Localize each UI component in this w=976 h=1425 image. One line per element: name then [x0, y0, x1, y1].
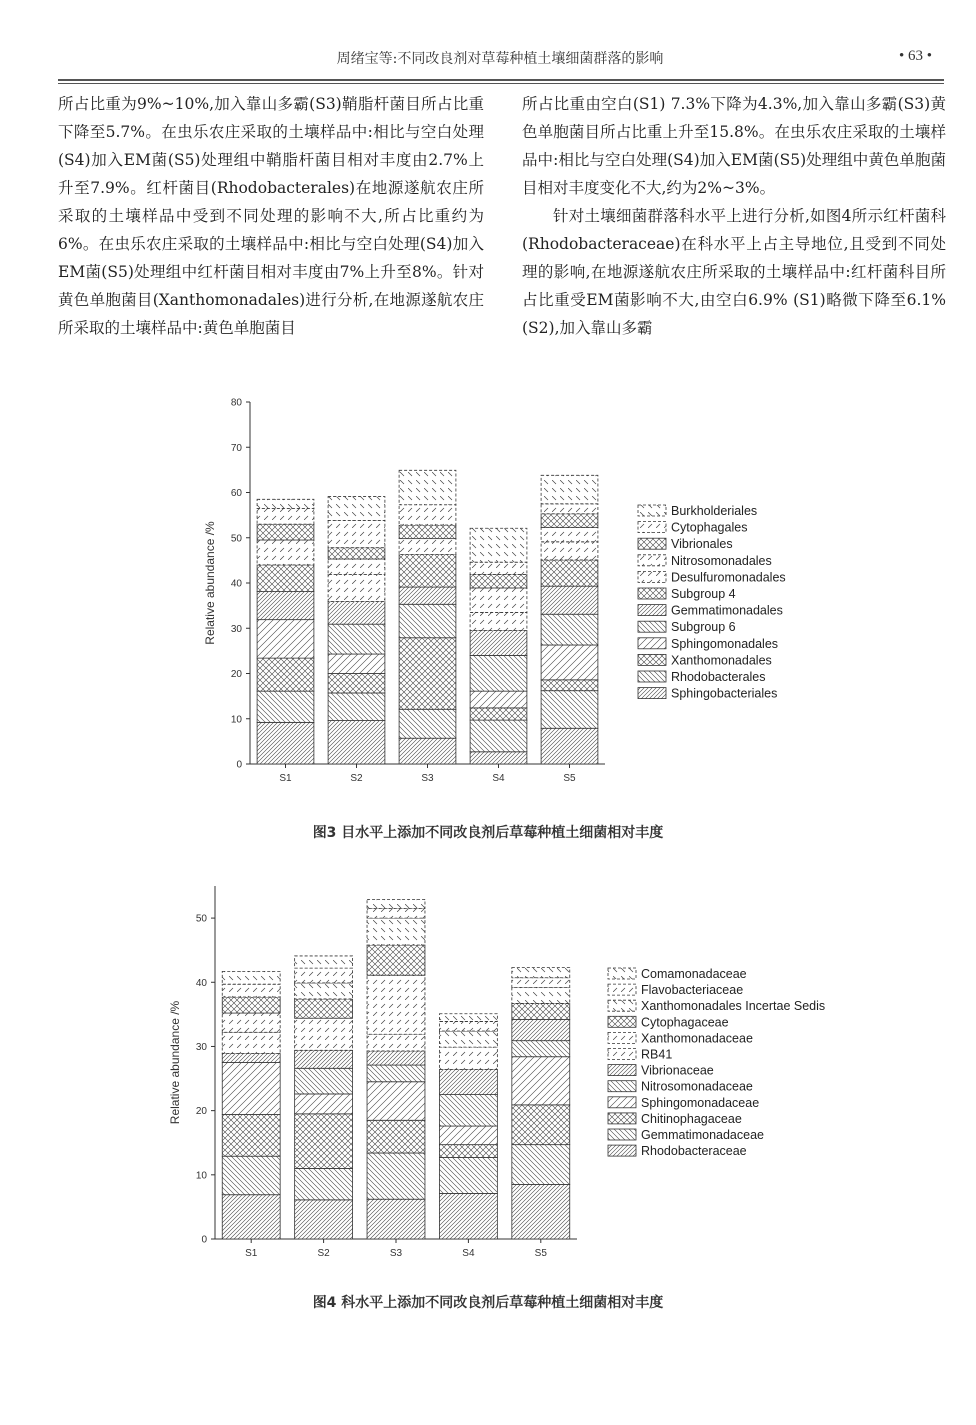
legend-label-vibrionaceae: Vibrionaceae — [641, 1063, 714, 1078]
legend-swatch-vibrionales — [638, 538, 666, 549]
stacked-bar-chart — [200, 392, 820, 792]
figure-4-caption: 图4 科水平上添加不同改良剂后草莓种植土细菌相对丰度 — [312, 1295, 664, 1311]
bar-segment-sphingomonadales-s5 — [541, 645, 598, 680]
bar-segment-subgroup-4-s5 — [541, 560, 598, 586]
bar-segment-rhodobacteraceae-s3 — [367, 1199, 425, 1239]
bar-segment-nitrosomonadales-s2 — [328, 559, 385, 574]
bar-segment-gemmatimonadaceae-s4 — [439, 1157, 497, 1193]
x-tick-label: S3 — [389, 1248, 403, 1259]
y-tick-label: 40 — [195, 977, 207, 989]
bar-segment-gemmatimonadales-s5 — [541, 586, 598, 614]
bar-segment-vibrionales-s3 — [399, 525, 456, 539]
legend-swatch-xanthomonadales-incertae-sedis — [608, 1000, 636, 1011]
bar-segment-nitrosomonadaceae-s3 — [367, 1065, 425, 1082]
y-tick-label: 20 — [195, 1106, 207, 1118]
bar-segment-rhodobacteraceae-s1 — [222, 1195, 280, 1239]
legend-label-subgroup-4: Subgroup 4 — [671, 587, 736, 601]
y-axis-label: Relative abundance /% — [168, 1000, 182, 1125]
y-axis-label: Relative abundance /% — [203, 521, 217, 645]
running-title: 周绪宝等:不同改良剂对草莓种植土壤细菌群落的影响 — [336, 51, 664, 67]
paragraph: 针对土壤细菌群落科水平上进行分析,如图4所示红杆菌科(Rhodobacteraceae)在科水平上占主导地位,且受到不同处理的影响,在地源遂航农庄所采取的土壤样品中:红杆菌科目所占比重受EM菌影响不大,由空白6.9% (S1)略微下降至6.1% (S2),加入靠山多霸 — [522, 207, 946, 337]
legend-label-desulfuromonadales: Desulfuromonadales — [671, 570, 786, 585]
legend-swatch-subgroup-4 — [638, 588, 666, 599]
legend-swatch-xanthomonadaceae — [608, 1032, 636, 1043]
figure-3-caption: 图3 目水平上添加不同改良剂后草莓种植土细菌相对丰度 — [312, 825, 664, 841]
bar-segment-rhodobacterales-s5 — [541, 691, 598, 729]
bar-segment-chitinophagaceae-s5 — [512, 1105, 570, 1145]
bar-segment-nitrosomonadaceae-s2 — [295, 1068, 353, 1094]
legend-label-burkholderiales: Burkholderiales — [671, 504, 758, 518]
stacked-bar-chart — [165, 880, 865, 1265]
bar-segment-xanthomonadaceae-s4 — [439, 1047, 497, 1069]
legend-swatch-cytophagaceae — [608, 1016, 636, 1027]
x-tick-label: S1 — [279, 773, 292, 784]
bar-segment-sphingomonadaceae-s4 — [439, 1126, 497, 1145]
bar-segment-sphingomonadales-s2 — [328, 654, 385, 673]
bar-segment-xanthomonadales-s5 — [541, 680, 598, 691]
bar-segment-cytophagales-s4 — [470, 562, 527, 574]
y-tick-label: 0 — [236, 759, 242, 771]
bar-segment-gemmatimonadaceae-s3 — [367, 1153, 425, 1199]
bar-segment-rhodobacterales-s4 — [470, 720, 527, 752]
y-tick-label: 70 — [230, 442, 242, 454]
bar-segment-vibrionales-s4 — [470, 574, 527, 588]
y-tick-label: 30 — [230, 623, 242, 635]
y-tick-label: 80 — [230, 397, 242, 409]
legend-swatch-flavobacteriaceae — [608, 984, 636, 995]
bar-segment-xanthomonadales-s1 — [257, 658, 314, 691]
bar-segment-xanthomonadales-s2 — [328, 674, 385, 693]
legend-label-sphingomonadaceae: Sphingomonadaceae — [641, 1095, 760, 1110]
bar-segment-flavobacteriaceae-s5 — [512, 978, 570, 988]
legend-label-rhodobacteraceae: Rhodobacteraceae — [641, 1144, 747, 1159]
page-number: • 63 • — [898, 48, 932, 64]
legend-swatch-sphingobacteriales — [638, 688, 666, 699]
bar-segment-chitinophagaceae-s1 — [222, 1114, 280, 1156]
y-tick-label: 50 — [230, 533, 242, 545]
bar-segment-cytophagales-s2 — [328, 521, 385, 548]
x-tick-label: S4 — [492, 773, 505, 784]
bar-segment-xanthomonadales-incertae-sedis-s4 — [439, 1031, 497, 1047]
bar-segment-rb41-s3 — [367, 1034, 425, 1051]
bar-segment-sphingobacteriales-s1 — [257, 722, 314, 764]
bar-segment-vibrionales-s2 — [328, 548, 385, 559]
bar-segment-rhodobacteraceae-s5 — [512, 1184, 570, 1239]
bar-segment-comamonadaceae-s1 — [222, 971, 280, 984]
legend-swatch-vibrionaceae — [608, 1065, 636, 1076]
paragraph: 所占比重为9%~10%,加入靠山多霸(S3)鞘脂杆菌目所占比重下降至5.7%。在虫乐农庄采取的土壤样品中:相比与空白处理(S4)加入EM菌(S5)处理组中鞘脂杆菌目相对丰度由2.7%上升至7.9%。红杆菌目(Rhodobacterales)在地源遂航农庄所采取的土壤样品中受到不同处理的影响不大,所占比重约为6%。在虫乐农庄采取的土壤样品中:相比与空白处理(S4)加入EM菌(S5)处理组中红杆菌目相对丰度由7%上升至8%。针对黄色单胞菌目(Xanthomonadales)进行分析,在地源遂航农庄所采取的土壤样品中:黄色单胞菌目 — [58, 95, 484, 337]
legend-swatch-sphingomonadaceae — [608, 1097, 636, 1108]
bar-segment-comamonadaceae-s4 — [439, 1014, 497, 1022]
bar-segment-gemmatimonadaceae-s2 — [295, 1168, 353, 1199]
bar-segment-rb41-s1 — [222, 1032, 280, 1053]
bar-segment-nitrosomonadaceae-s5 — [512, 1041, 570, 1057]
bar-segment-sphingobacteriales-s4 — [470, 752, 527, 764]
bar-segment-xanthomonadales-s4 — [470, 708, 527, 720]
bar-segment-vibrionaceae-s3 — [367, 1051, 425, 1065]
bar-segment-xanthomonadaceae-s3 — [367, 975, 425, 1034]
bar-segment-gemmatimonadaceae-s5 — [512, 1145, 570, 1185]
bar-segment-cytophagales-s3 — [399, 505, 456, 525]
legend-label-xanthomonadaceae: Xanthomonadaceae — [641, 1031, 753, 1046]
bar-segment-xanthomonadaceae-s1 — [222, 1013, 280, 1032]
legend-label-nitrosomonadaceae: Nitrosomonadaceae — [641, 1079, 753, 1094]
bar-segment-vibrionaceae-s5 — [512, 1019, 570, 1040]
legend-swatch-burkholderiales — [638, 505, 666, 516]
bar-segment-xanthomonadales-incertae-sedis-s2 — [295, 983, 353, 999]
x-tick-label: S2 — [317, 1248, 330, 1259]
legend-swatch-xanthomonadales — [638, 654, 666, 665]
bar-segment-burkholderiales-s4 — [470, 528, 527, 562]
legend-swatch-gemmatimonadaceae — [608, 1129, 636, 1140]
bar-segment-xanthomonadales-incertae-sedis-s5 — [512, 987, 570, 1003]
left-column — [58, 90, 484, 342]
y-tick-label: 60 — [230, 488, 242, 499]
legend-label-xanthomonadales: Xanthomonadales — [671, 653, 772, 668]
paragraph: 所占比重由空白(S1) 7.3%下降为4.3%,加入靠山多霸(S3)黄色单胞菌目所占比重上升至15.8%。在虫乐农庄采取的土壤样品中:相比与空白处理(S4)加入EM菌(S5)处理组中黄色单胞菌目相对丰度变化不大,约为2%~3%。 — [522, 95, 946, 197]
bar-segment-nitrosomonadales-s4 — [470, 588, 527, 612]
x-tick-label: S4 — [462, 1248, 475, 1259]
bar-segment-nitrosomonadaceae-s4 — [439, 1095, 497, 1126]
bar-segment-comamonadaceae-s3 — [367, 899, 425, 908]
bar-segment-burkholderiales-s3 — [399, 470, 456, 504]
x-tick-label: S5 — [534, 1248, 547, 1259]
bar-segment-sphingomonadales-s4 — [470, 691, 527, 708]
bar-segment-xanthomonadaceae-s2 — [295, 1018, 353, 1050]
bar-segment-vibrionales-s1 — [257, 524, 314, 540]
legend-swatch-cytophagales — [638, 522, 666, 533]
bar-segment-sphingomonadaceae-s2 — [295, 1094, 353, 1114]
header-rule-thick — [58, 79, 944, 81]
bar-segment-burkholderiales-s1 — [257, 499, 314, 508]
legend-swatch-desulfuromonadales — [638, 571, 666, 582]
bar-segment-gemmatimonadales-s2 — [328, 602, 385, 625]
bar-segment-xanthomonadales-s3 — [399, 638, 456, 709]
bar-segment-cytophagaceae-s2 — [295, 999, 353, 1018]
x-tick-label: S1 — [245, 1248, 258, 1259]
legend-label-vibrionales: Vibrionales — [671, 537, 733, 552]
y-tick-label: 10 — [195, 1170, 207, 1182]
bar-segment-comamonadaceae-s2 — [295, 956, 353, 968]
bar-segment-sphingobacteriales-s5 — [541, 728, 598, 764]
legend-swatch-nitrosomonadales — [638, 555, 666, 566]
right-column — [522, 90, 946, 342]
legend-label-chitinophagaceae: Chitinophagaceae — [641, 1111, 742, 1126]
legend-swatch-subgroup-6 — [638, 621, 666, 632]
bar-segment-cytophagales-s5 — [541, 504, 598, 514]
legend-label-nitrosomonadales: Nitrosomonadales — [671, 553, 772, 568]
bar-segment-cytophagaceae-s5 — [512, 1003, 570, 1019]
bar-segment-sphingobacteriales-s2 — [328, 721, 385, 764]
bar-segment-sphingomonadaceae-s3 — [367, 1082, 425, 1121]
legend-label-rb41: RB41 — [641, 1047, 673, 1062]
bar-segment-nitrosomonadales-s3 — [399, 539, 456, 555]
y-tick-label: 10 — [230, 714, 242, 726]
y-tick-label: 50 — [195, 913, 207, 925]
legend-label-comamonadaceae: Comamonadaceae — [641, 967, 747, 981]
x-tick-label: S2 — [350, 773, 363, 784]
legend-swatch-rhodobacterales — [638, 671, 666, 682]
legend-label-cytophagales: Cytophagales — [671, 520, 748, 535]
legend-label-rhodobacterales: Rhodobacterales — [671, 670, 766, 684]
figure-3-chart — [200, 392, 820, 792]
legend-swatch-rb41 — [608, 1049, 636, 1060]
bar-segment-flavobacteriaceae-s4 — [439, 1021, 497, 1031]
bar-segment-sphingomonadaceae-s5 — [512, 1057, 570, 1105]
bar-segment-burkholderiales-s2 — [328, 497, 385, 521]
bar-segment-xanthomonadales-incertae-sedis-s3 — [367, 918, 425, 945]
bar-segment-flavobacteriaceae-s1 — [222, 984, 280, 997]
bar-segment-sphingobacteriales-s3 — [399, 738, 456, 764]
bar-segment-chitinophagaceae-s3 — [367, 1120, 425, 1153]
legend-swatch-chitinophagaceae — [608, 1113, 636, 1124]
legend-swatch-comamonadaceae — [608, 968, 636, 979]
legend-swatch-gemmatimonadales — [638, 605, 666, 616]
x-tick-label: S3 — [421, 773, 434, 784]
legend-label-sphingobacteriales: Sphingobacteriales — [671, 686, 778, 701]
bar-segment-subgroup-6-s2 — [328, 624, 385, 654]
y-tick-label: 20 — [230, 669, 242, 680]
bar-segment-chitinophagaceae-s4 — [439, 1145, 497, 1158]
bar-segment-sphingomonadales-s1 — [257, 620, 314, 658]
bar-segment-vibrionales-s5 — [541, 514, 598, 528]
y-tick-label: 30 — [195, 1041, 207, 1053]
bar-segment-desulfuromonadales-s2 — [328, 574, 385, 601]
bar-segment-rhodobacterales-s2 — [328, 693, 385, 721]
legend-label-cytophagaceae: Cytophagaceae — [641, 1015, 729, 1030]
bar-segment-vibrionaceae-s4 — [439, 1070, 497, 1095]
bar-segment-flavobacteriaceae-s2 — [295, 968, 353, 983]
bar-segment-cytophagaceae-s3 — [367, 945, 425, 975]
bar-segment-nitrosomonadales-s5 — [541, 527, 598, 541]
bar-segment-comamonadaceae-s5 — [512, 968, 570, 978]
bar-segment-gemmatimonadales-s1 — [257, 592, 314, 620]
bar-segment-subgroup-6-s4 — [470, 655, 527, 691]
bar-segment-sphingomonadaceae-s1 — [222, 1063, 280, 1115]
bar-segment-rhodobacterales-s1 — [257, 691, 314, 722]
legend-label-sphingomonadales: Sphingomonadales — [671, 636, 779, 651]
legend-label-subgroup-6: Subgroup 6 — [671, 620, 736, 635]
bar-segment-subgroup-6-s5 — [541, 614, 598, 645]
bar-segment-gemmatimonadales-s3 — [399, 587, 456, 604]
bar-segment-flavobacteriaceae-s3 — [367, 908, 425, 918]
legend-swatch-nitrosomonadaceae — [608, 1081, 636, 1092]
bar-segment-gemmatimonadales-s4 — [470, 631, 527, 656]
bar-segment-burkholderiales-s5 — [541, 475, 598, 504]
bar-segment-chitinophagaceae-s2 — [295, 1114, 353, 1169]
legend-label-gemmatimonadales: Gemmatimonadales — [671, 603, 783, 618]
bar-segment-subgroup-4-s1 — [257, 565, 314, 592]
bar-segment-desulfuromonadales-s4 — [470, 612, 527, 630]
bar-segment-desulfuromonadales-s5 — [541, 542, 598, 560]
bar-segment-rhodobacteraceae-s2 — [295, 1200, 353, 1239]
bar-segment-gemmatimonadaceae-s1 — [222, 1156, 280, 1195]
bar-segment-rhodobacterales-s3 — [399, 709, 456, 738]
bar-segment-vibrionaceae-s1 — [222, 1054, 280, 1063]
bar-segment-cytophagaceae-s1 — [222, 997, 280, 1013]
header-rule-thin — [58, 83, 944, 84]
bar-segment-subgroup-4-s3 — [399, 554, 456, 587]
y-tick-label: 40 — [230, 578, 242, 590]
running-head — [60, 44, 940, 68]
bar-segment-vibrionaceae-s2 — [295, 1050, 353, 1068]
legend-swatch-rhodobacteraceae — [608, 1145, 636, 1156]
y-tick-label: 0 — [201, 1234, 207, 1246]
x-tick-label: S5 — [563, 773, 576, 784]
legend-label-flavobacteriaceae: Flavobacteriaceae — [641, 983, 744, 998]
figure-4-chart — [165, 880, 865, 1265]
bar-segment-subgroup-6-s3 — [399, 604, 456, 637]
legend-label-xanthomonadales-incertae-sedis: Xanthomonadales Incertae Sedis — [641, 999, 826, 1014]
bar-segment-rhodobacteraceae-s4 — [439, 1193, 497, 1239]
legend-swatch-sphingomonadales — [638, 638, 666, 649]
legend-label-gemmatimonadaceae: Gemmatimonadaceae — [641, 1128, 764, 1142]
bar-segment-nitrosomonadales-s1 — [257, 540, 314, 565]
bar-segment-cytophagales-s1 — [257, 508, 314, 524]
